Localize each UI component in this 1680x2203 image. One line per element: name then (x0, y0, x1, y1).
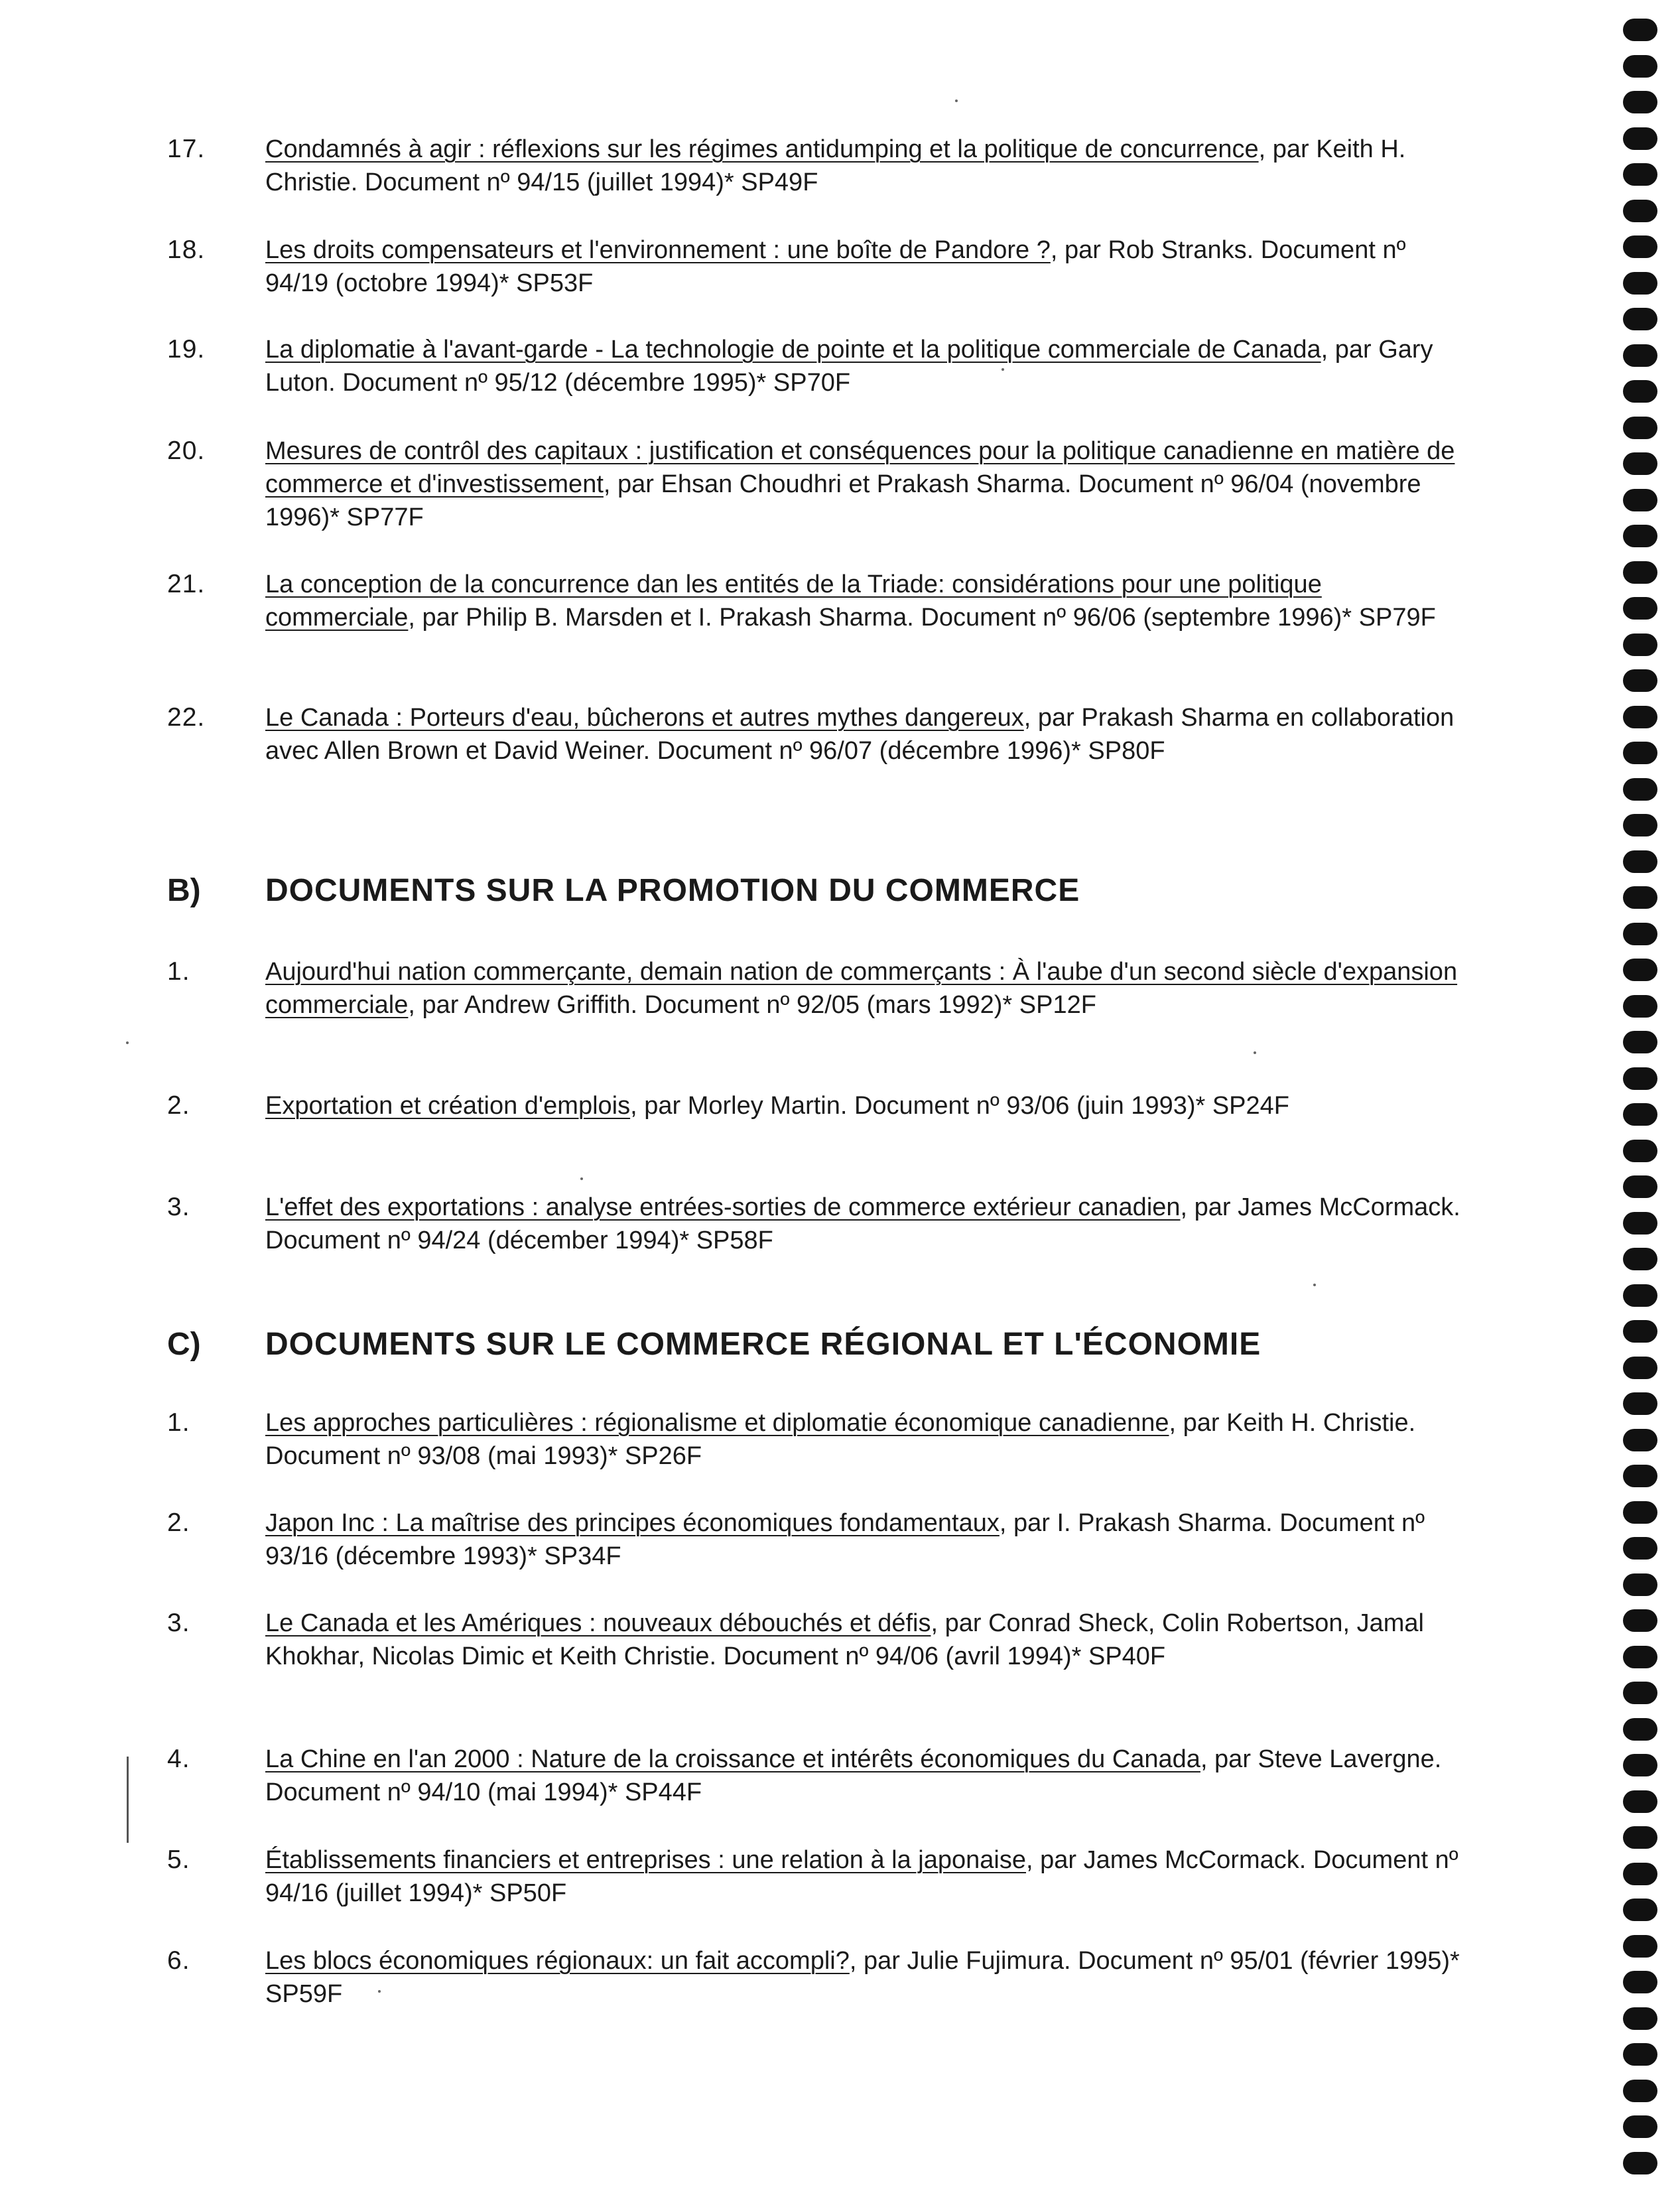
item-text (265, 1191, 1466, 1257)
binding-hole (1623, 452, 1657, 475)
binding-hole (1623, 1573, 1657, 1596)
binding-hole (1623, 1031, 1657, 1053)
binding-hole (1623, 1140, 1657, 1162)
binding-hole (1623, 2152, 1657, 2174)
item-number: 19. (167, 335, 206, 364)
item-details: , par James McCormack. Document nº 94/16 (juillet 1994)* SP50F (265, 1846, 1458, 1907)
item-title: La Chine en l'an 2000 : Nature de la croissance et intérêts économiques du Canada (265, 1745, 1200, 1773)
binding-hole (1623, 561, 1657, 584)
binding-hole (1623, 850, 1657, 873)
item-title: Japon Inc : La maîtrise des principes économiques fondamentaux (265, 1509, 1000, 1537)
binding-hole (1623, 814, 1657, 836)
item-details: , par James McCormack. Document nº 94/24 (décember 1994)* SP58F (265, 1193, 1460, 1254)
binding-hole (1623, 1718, 1657, 1741)
binding-hole (1623, 344, 1657, 367)
scan-speck (1313, 1284, 1316, 1286)
binding-hole (1623, 2080, 1657, 2102)
binding-hole (1623, 1971, 1657, 1993)
item-details: , par Rob Stranks. Document nº 94/19 (octobre 1994)* SP53F (265, 236, 1406, 297)
item-number: 20. (167, 436, 206, 465)
binding-hole (1623, 55, 1657, 78)
item-details: , par Steve Lavergne. Document nº 94/10 (mai 1994)* SP44F (265, 1745, 1442, 1806)
item-details: , par Keith H. Christie. Document nº 94/15 (juillet 1994)* SP49F (265, 135, 1406, 196)
binding-hole (1623, 200, 1657, 222)
item-text (265, 133, 1466, 199)
binding-hole (1623, 1501, 1657, 1524)
section-title: DOCUMENTS SUR LE COMMERCE RÉGIONAL ET L'ÉCONOMIE (265, 1327, 1261, 1362)
binding-hole (1623, 127, 1657, 150)
binding-hole (1623, 597, 1657, 620)
item-number: 2. (167, 1508, 190, 1537)
item-details: , par Andrew Griffith. Document nº 92/05 (mars 1992)* SP12F (408, 991, 1096, 1019)
item-title: Les blocs économiques régionaux: un fait accompli? (265, 1947, 850, 1975)
item-number: 3. (167, 1609, 190, 1637)
item-title: La diplomatie à l'avant-garde - La technologie de pointe et la politique commerciale de Canada (265, 336, 1321, 364)
item-details: , par Julie Fujimura. Document nº 95/01 (février 1995)* SP59F (265, 1947, 1460, 2008)
binding-hole (1623, 1357, 1657, 1379)
item-text (265, 568, 1466, 634)
binding-hole (1623, 1067, 1657, 1090)
item-title: Exportation et création d'emplois (265, 1092, 631, 1120)
scan-speck (126, 1041, 129, 1044)
binding-hole (1623, 380, 1657, 403)
binding-hole (1623, 959, 1657, 981)
binding-hole (1623, 1754, 1657, 1776)
binding-hole (1623, 1537, 1657, 1560)
binding-hole (1623, 1429, 1657, 1451)
binding-hole (1623, 91, 1657, 113)
item-details: , par Conrad Sheck, Colin Robertson, Jamal Khokhar, Nicolas Dimic et Keith Christie. Document nº 94/06 (avril 1994)* SP40F (265, 1609, 1424, 1670)
binding-hole (1623, 1863, 1657, 1885)
binding-hole (1623, 235, 1657, 258)
item-title: Mesures de contrôl des capitaux : justification et conséquences pour la politique canadienne en matière de commerce et d'investissement (265, 437, 1455, 498)
item-details: , par Keith H. Christie. Document nº 93/08 (mai 1993)* SP26F (265, 1409, 1416, 1470)
item-number: 21. (167, 570, 206, 598)
binding-hole (1623, 489, 1657, 511)
item-number: 6. (167, 1946, 190, 1975)
item-details: , par Gary Luton. Document nº 95/12 (décembre 1995)* SP70F (265, 336, 1433, 397)
item-number: 2. (167, 1091, 190, 1120)
item-text (265, 1607, 1466, 1673)
binding-hole (1623, 1935, 1657, 1958)
item-text (265, 701, 1466, 768)
binding-hole (1623, 1212, 1657, 1235)
item-details: , par Prakash Sharma en collaboration avec Allen Brown et David Weiner. Document nº 96/07 (décembre 1996)* SP80F (265, 704, 1454, 765)
binding-hole (1623, 163, 1657, 186)
binding-hole (1623, 1103, 1657, 1126)
item-text (265, 1743, 1466, 1809)
scan-speck (378, 1990, 381, 1993)
binding-hole (1623, 778, 1657, 801)
item-text (265, 1089, 1466, 1122)
item-title: Établissements financiers et entreprises : une relation à la japonaise (265, 1846, 1026, 1874)
binding-hole (1623, 19, 1657, 41)
binding-hole (1623, 1646, 1657, 1668)
binding-hole (1623, 2043, 1657, 2066)
binding-hole (1623, 2007, 1657, 2030)
scan-speck (1254, 1051, 1256, 1054)
binding-hole (1623, 886, 1657, 909)
binding-hole (1623, 1392, 1657, 1415)
binding-hole (1623, 1899, 1657, 1921)
binding-hole (1623, 742, 1657, 764)
scan-speck (1002, 368, 1004, 371)
item-number: 18. (167, 235, 206, 264)
section-letter: C) (167, 1327, 201, 1362)
scan-speck (955, 100, 958, 102)
binding-hole (1623, 1320, 1657, 1343)
binding-hole (1623, 1826, 1657, 1849)
binding-hole (1623, 1609, 1657, 1632)
item-text (265, 1506, 1466, 1573)
item-title: Les approches particulières : régionalisme et diplomatie économique canadienne (265, 1409, 1169, 1437)
section-letter: B) (167, 873, 201, 908)
binding-hole (1623, 1790, 1657, 1813)
item-title: Le Canada : Porteurs d'eau, bûcherons et autres mythes dangereux (265, 704, 1024, 732)
binding-hole (1623, 1284, 1657, 1307)
item-number: 4. (167, 1745, 190, 1773)
item-title: Condamnés à agir : réflexions sur les régimes antidumping et la politique de concurrence (265, 135, 1259, 163)
item-text (265, 1406, 1466, 1473)
item-number: 3. (167, 1193, 190, 1221)
binding-hole (1623, 634, 1657, 656)
item-number: 22. (167, 703, 206, 732)
binding-hole (1623, 308, 1657, 330)
binding-hole (1623, 669, 1657, 692)
item-number: 17. (167, 135, 206, 163)
scan-margin-mark (127, 1757, 129, 1843)
item-details: , par Ehsan Choudhri et Prakash Sharma. Document nº 96/04 (novembre 1996)* SP77F (265, 470, 1421, 531)
binding-hole (1623, 706, 1657, 728)
binding-hole (1623, 995, 1657, 1018)
item-text (265, 333, 1466, 399)
binding-hole (1623, 923, 1657, 945)
item-text (265, 955, 1466, 1022)
binding-hole (1623, 417, 1657, 439)
section-title: DOCUMENTS SUR LA PROMOTION DU COMMERCE (265, 873, 1080, 908)
item-number: 1. (167, 1408, 190, 1437)
item-text (265, 234, 1466, 300)
binding-hole (1623, 525, 1657, 547)
item-title: Aujourd'hui nation commerçante, demain nation de commerçants : À l'aube d'un second siècle d'expansion commerciale (265, 958, 1458, 1019)
item-title: Le Canada et les Amériques : nouveaux débouchés et défis (265, 1609, 931, 1637)
scan-speck (580, 1177, 583, 1180)
item-details: , par Morley Martin. Document nº 93/06 (juin 1993)* SP24F (630, 1092, 1290, 1120)
item-number: 5. (167, 1845, 190, 1874)
item-text (265, 1843, 1466, 1910)
binding-hole (1623, 1682, 1657, 1704)
item-number: 1. (167, 957, 190, 986)
item-title: Les droits compensateurs et l'environnement : une boîte de Pandore ? (265, 236, 1051, 264)
binding-hole (1623, 1465, 1657, 1487)
binding-hole (1623, 272, 1657, 295)
item-text (265, 1944, 1466, 2011)
item-details: , par I. Prakash Sharma. Document nº 93/16 (décembre 1993)* SP34F (265, 1509, 1425, 1570)
item-title: La conception de la concurrence dan les entités de la Triade: considérations pour une politique commerciale (265, 570, 1322, 632)
item-title: L'effet des exportations : analyse entrées-sorties de commerce extérieur canadien (265, 1193, 1181, 1221)
binding-hole (1623, 1175, 1657, 1198)
item-text (265, 434, 1466, 534)
item-details: , par Philip B. Marsden et I. Prakash Sharma. Document nº 96/06 (septembre 1996)* SP79F (408, 604, 1436, 632)
binding-hole (1623, 2115, 1657, 2138)
binding-hole (1623, 1248, 1657, 1270)
binding-holes (1623, 19, 1663, 2194)
